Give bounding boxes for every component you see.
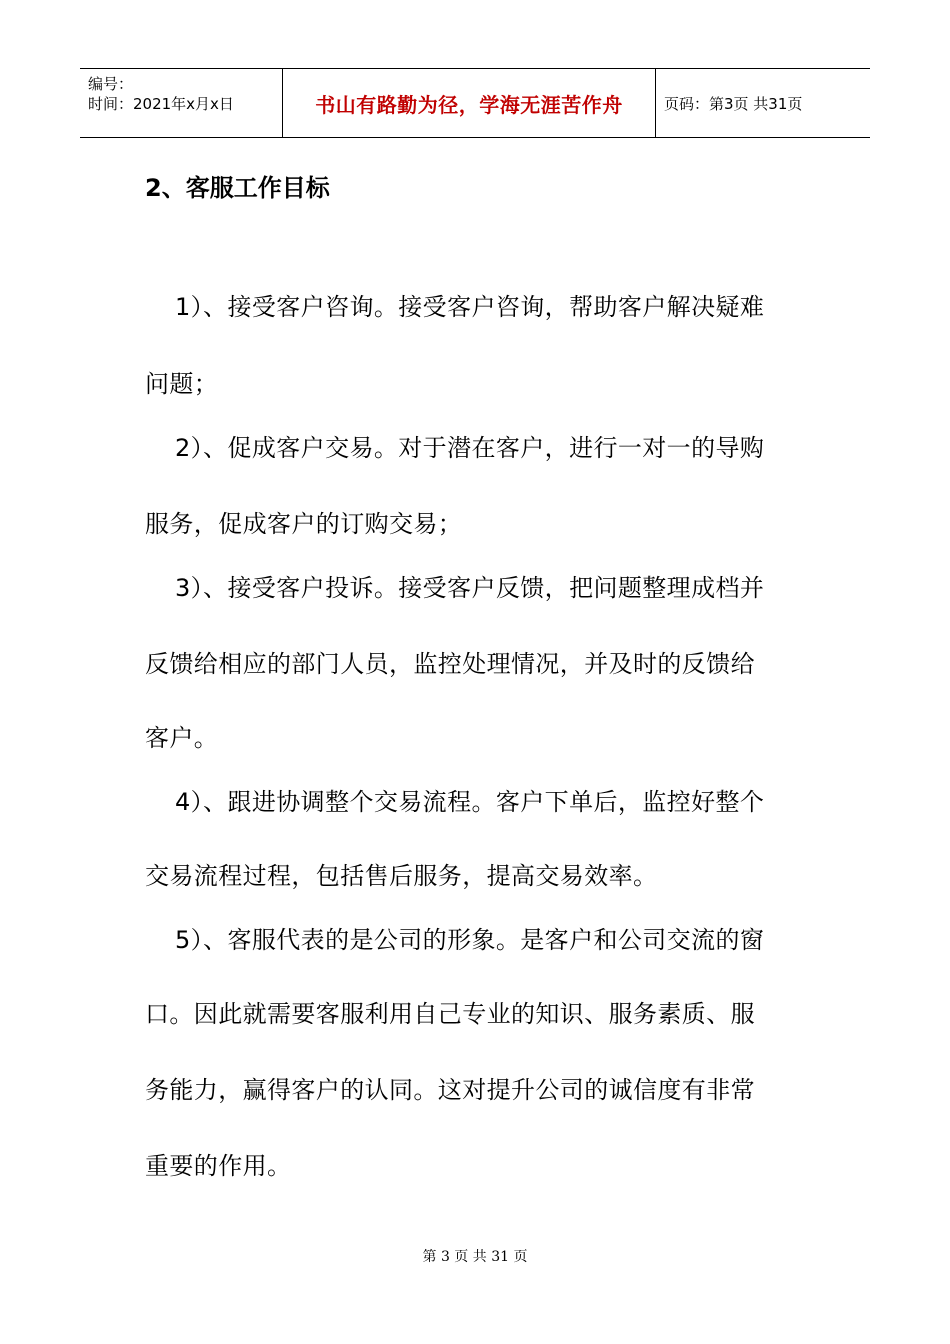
body-line: 客户。	[145, 724, 219, 752]
body-line: 3）、接受客户投诉。接受客户反馈，把问题整理成档并	[175, 574, 765, 602]
body-line: 反馈给相应的部门人员，监控处理情况，并及时的反馈给	[145, 650, 755, 678]
body-line: 务能力，赢得客户的认同。这对提升公司的诚信度有非常	[145, 1076, 755, 1104]
document-header	[80, 68, 870, 138]
header-time-label: 时间：2021年x月x日	[88, 95, 234, 113]
body-line: 4）、跟进协调整个交易流程。客户下单后，监控好整个	[175, 788, 765, 816]
body-line: 1）、接受客户咨询。接受客户咨询，帮助客户解决疑难	[175, 293, 765, 321]
header-left-cell	[80, 69, 283, 137]
body-line: 问题；	[145, 370, 219, 398]
header-middle-cell	[283, 69, 656, 137]
body-line: 2）、促成客户交易。对于潜在客户，进行一对一的导购	[175, 434, 765, 462]
header-right-cell	[656, 69, 870, 137]
body-line: 口。因此就需要客服利用自己专业的知识、服务素质、服	[145, 1000, 755, 1028]
body-line: 重要的作用。	[145, 1152, 292, 1180]
body-line: 交易流程过程，包括售后服务，提高交易效率。	[145, 862, 658, 890]
header-page-info: 页码：第3页 共31页	[664, 94, 803, 113]
body-line: 5）、客服代表的是公司的形象。是客户和公司交流的窗	[175, 926, 765, 954]
header-number-label: 编号：	[88, 75, 134, 93]
header-motto: 书山有路勤为径，学海无涯苦作舟	[315, 92, 623, 117]
body-line: 服务，促成客户的订购交易；	[145, 510, 463, 538]
section-title: 2、客服工作目标	[145, 174, 330, 202]
page-footer: 第 3 页 共 31 页	[422, 1249, 528, 1265]
